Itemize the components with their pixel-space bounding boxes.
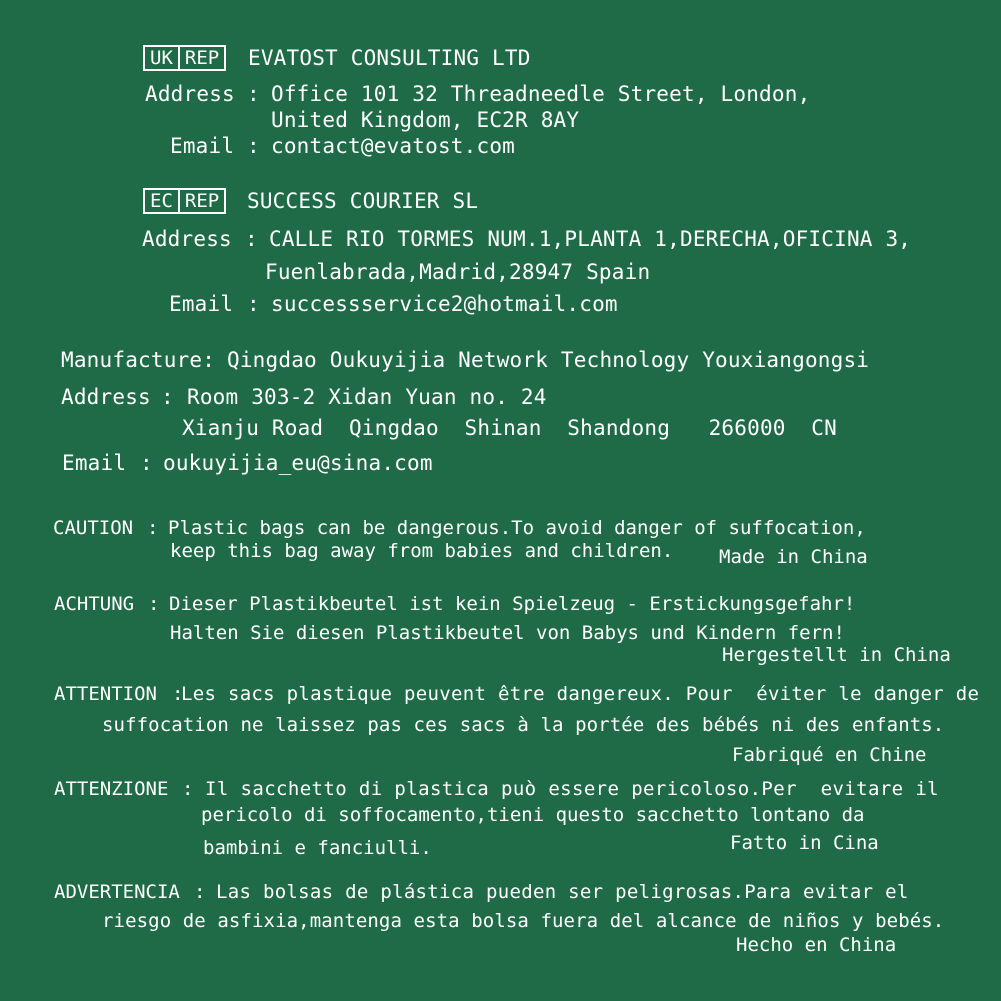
- warning-es-line1: Las bolsas de plástica pueden ser peligrosas.Para evitar el: [216, 881, 909, 903]
- warning-en-line1: Plastic bags can be dangerous.To avoid danger of suffocation,: [168, 517, 866, 539]
- warning-fr-label: ATTENTION: [54, 683, 157, 705]
- uk-rep-email: contact@evatost.com: [271, 134, 516, 158]
- ec-rep-address-colon: :: [245, 227, 258, 251]
- manufacturer-address-colon: :: [161, 385, 174, 409]
- warning-fr-origin: Fabriqué en Chine: [732, 744, 927, 766]
- uk-rep-badge: [143, 45, 226, 71]
- uk-rep-address-line2: United Kingdom, EC2R 8AY: [271, 108, 580, 132]
- manufacturer-address-line1: Room 303-2 Xidan Yuan no. 24: [187, 385, 547, 409]
- warning-de-line2: Halten Sie diesen Plastikbeutel von Babys und Kindern fern!: [170, 622, 845, 644]
- warning-en-label: CAUTION: [53, 517, 134, 539]
- uk-rep-company: EVATOST CONSULTING LTD: [248, 46, 531, 70]
- warning-it-colon: :: [182, 778, 194, 800]
- warning-en-colon: :: [147, 517, 159, 539]
- manufacturer-email-colon: :: [140, 451, 153, 475]
- manufacturer-address-label: Address: [61, 385, 151, 409]
- warning-fr-colon: :: [172, 683, 184, 705]
- manufacturer-name: Qingdao Oukuyijia Network Technology Youxiangongsi: [227, 348, 870, 372]
- warning-es-origin: Hecho en China: [736, 934, 897, 956]
- warning-de-label: ACHTUNG: [54, 593, 135, 615]
- uk-rep-badge-left: UK: [150, 46, 173, 69]
- warning-it-line2: pericolo di soffocamento,tieni questo sacchetto lontano da: [201, 804, 865, 826]
- uk-rep-email-label: Email: [170, 134, 235, 158]
- manufacturer-email-label: Email: [62, 451, 127, 475]
- warning-it-line1: Il sacchetto di plastica può essere pericoloso.Per evitare il: [205, 778, 940, 800]
- warning-fr-line2: suffocation ne laissez pas ces sacs à la portée des bébés ni des enfants.: [102, 714, 945, 736]
- ec-rep-company: SUCCESS COURIER SL: [247, 189, 479, 213]
- ec-rep-address-line2: Fuenlabrada,Madrid,28947 Spain: [265, 260, 651, 284]
- manufacturer-email: oukuyijia_eu@sina.com: [163, 451, 433, 475]
- ec-rep-address-label: Address: [142, 227, 232, 251]
- warning-en-origin: Made in China: [719, 546, 868, 568]
- warning-it-line3: bambini e fanciulli.: [203, 837, 432, 859]
- warning-de-line1: Dieser Plastikbeutel ist kein Spielzeug - Erstickungsgefahr!: [169, 593, 856, 615]
- ec-rep-badge-right: REP: [178, 190, 224, 212]
- ec-rep-address-line1: CALLE RIO TORMES NUM.1,PLANTA 1,DERECHA,OFICINA 3,: [269, 227, 912, 251]
- ec-rep-email: successservice2@hotmail.com: [271, 292, 618, 316]
- warning-es-line2: riesgo de asfixia,mantenga esta bolsa fuera del alcance de niños y bebés.: [102, 910, 945, 932]
- ec-rep-email-colon: :: [247, 292, 260, 316]
- manufacturer-address-line2: Xianju Road Qingdao Shinan Shandong 266000 CN: [182, 416, 837, 440]
- uk-rep-badge-right: REP: [178, 47, 224, 69]
- manufacturer-label: Manufacture:: [61, 348, 216, 372]
- warning-es-colon: :: [194, 881, 206, 903]
- uk-rep-address-line1: Office 101 32 Threadneedle Street, London,: [271, 82, 811, 106]
- ec-rep-badge: [143, 188, 226, 214]
- ec-rep-badge-left: EC: [150, 189, 173, 212]
- warning-fr-line1: Les sacs plastique peuvent être dangereux. Pour éviter le danger de: [181, 683, 980, 705]
- uk-rep-address-colon: :: [247, 82, 260, 106]
- uk-rep-email-colon: :: [247, 134, 260, 158]
- warning-es-label: ADVERTENCIA: [54, 881, 180, 903]
- warning-en-line2: keep this bag away from babies and children.: [170, 540, 674, 562]
- warning-it-origin: Fatto in Cina: [730, 832, 879, 854]
- warning-de-origin: Hergestellt in China: [722, 644, 951, 666]
- uk-rep-address-label: Address: [145, 82, 235, 106]
- warning-it-label: ATTENZIONE: [54, 778, 169, 800]
- ec-rep-email-label: Email: [169, 292, 234, 316]
- warning-de-colon: :: [148, 593, 160, 615]
